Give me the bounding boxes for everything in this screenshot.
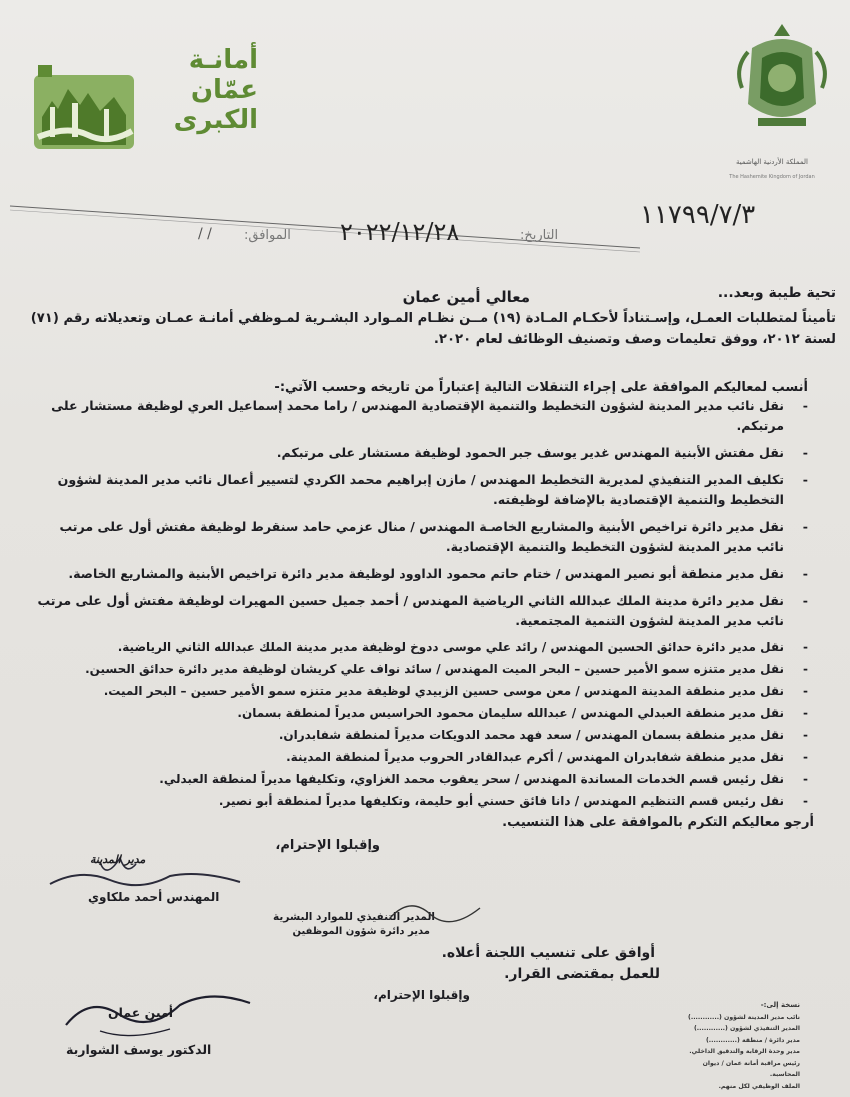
intro-paragraph: تأميناً لمتطلبات العمـل، وإسـتناداً لأحكـام المـادة (١٩) مــن نظـام المـوارد البشـرية لمـوظفي أمانـة عمـان وتعديلاته رقم (٧١) لسنة ٢٠١٢، ووفق تعليمات وصف وتصنيف الوظائف لعام ٢٠٢٠.: [30, 311, 836, 347]
city-manager-name: المهندس أحمد ملكاوي: [88, 890, 220, 904]
copies-list: [680, 1000, 800, 1092]
greeting: تحية طيبة وبعد...: [717, 285, 836, 301]
corresponding-date-value: / /: [198, 226, 212, 242]
copy-recipient: المدير التنفيذي لشؤون (............): [693, 1025, 800, 1032]
list-item: - نقل مدير منطقة المدينة المهندس / معن موسى حسين الزبيدي لوظيفة مدير متنزه سمو الأمير حسين – البحر الميت.: [28, 682, 836, 701]
list-item: - نقل مدير دائرة مدينة الملك عبدالله الثاني الرياضية المهندس / أحمد جميل حسين المهيرات لوظيفة مفتش أول على مرتب نائب مدير المدينة لشؤون التنمية المجتمعية.: [28, 591, 836, 631]
jordan-crest: [729, 18, 832, 180]
mayor-name: الدكتور يوسف الشواربة: [66, 1042, 212, 1057]
copy-recipient: رئيس مراقبة أمانة عمان / ديوان المحاسبة.: [702, 1059, 800, 1078]
corresponding-date-label: الموافق:: [244, 228, 291, 243]
copy-recipient: مدير وحدة الرقابة والتدقيق الداخلي.: [689, 1048, 800, 1055]
list-item: - نقل مدير منطقة بسمان المهندس / سعد فهد محمد الدويكات مديراً لمنطقة شفابدران.: [28, 726, 836, 745]
list-item: - تكليف المدير التنفيذي لمديرية التخطيط المهندس / مازن إبراهيم محمد الكردي لتسيير أعمال نائب مدير المدينة لشؤون التخطيط والتنمية الإقتصادية بالإضافة لوظيفته.: [28, 470, 836, 510]
copies-heading: نسخة إلى:-: [760, 1001, 800, 1009]
list-item: - نقل رئيس قسم الخدمات المساندة المهندس / سحر يعقوب محمد الغزاوي، وتكليفها مديراً لمنطقة العبدلي.: [28, 770, 836, 789]
list-item: - نقل مفتش الأبنية المهندس غدير يوسف جبر الحمود لوظيفة مستشار على مرتبكم.: [28, 443, 836, 463]
amman-emblem-icon: [28, 57, 140, 152]
list-item: - نقل مدير متنزه سمو الأمير حسين – البحر الميت المهندس / سائد نواف علي كريشان لوظيفة مدير دائرة حدائق الحسين.: [28, 660, 836, 679]
approval-respect: وإقبلوا الإحترام،: [373, 988, 470, 1002]
mayor-title: أمين عمان: [108, 1005, 174, 1020]
crest-caption: المملكة الأردنية الهاشمية: [735, 158, 809, 166]
copy-recipient: نائب مدير المدينة لشؤون (............): [688, 1013, 800, 1021]
closing-respect: وإقبلوا الإحترام،: [275, 838, 380, 853]
date-value: ٢٠٢٢/١٢/٢٨: [340, 218, 460, 246]
date-label: التاريخ:: [520, 228, 559, 243]
reference-number: ١١٧٩٩/٧/٣: [640, 200, 756, 230]
coat-of-arms-icon: [732, 18, 832, 138]
approval-line-1: أوافق على تنسيب اللجنة أعلاه.: [441, 945, 655, 961]
hr-director-signature: [380, 890, 500, 930]
approval-line-2: للعمل بمقتضى القرار.: [504, 966, 660, 982]
copy-recipient: الملف الوظيفي لكل منهم.: [718, 1082, 800, 1090]
crest-subcaption: The Hashemite Kingdom of Jordan: [729, 174, 815, 180]
personnel-director-title: مدير دائرة شؤون الموظفين: [292, 926, 430, 937]
list-item: - نقل رئيس قسم التنظيم المهندس / دانا فائق حسني أبو حليمة، وتكليفها مديراً لمنطقة أبو نصير.: [28, 792, 836, 811]
amman-logo-text: أمانـة عمّان الكبرى: [173, 45, 258, 135]
city-manager-title: مدير المدينة: [90, 853, 146, 866]
transfer-list: [28, 396, 836, 814]
list-item: - نقل مدير منطقة أبو نصير المهندس / ختام حاتم محمود الداوود لوظيفة مدير دائرة تراخيص الأبنية والمشاريع الخاصة.: [28, 564, 836, 584]
list-item: - نقل نائب مدير المدينة لشؤون التخطيط والتنمية الإقتصادية المهندس / راما محمد إسماعيل العري لوظيفة مستشار على مرتبكم.: [28, 396, 836, 436]
list-item: - نقل مدير منطقة العبدلي المهندس / عبدالله سليمان محمود الحراسيس مديراً لمنطقة بسمان.: [28, 704, 836, 723]
list-item: - نقل مدير دائرة حدائق الحسين المهندس / رائد علي موسى ددوخ لوظيفة مدير مدينة الملك عبدالله الثاني الرياضية.: [28, 638, 836, 657]
lead-sentence: أنسب لمعاليكم الموافقة على إجراء التنقلات التالية إعتباراً من تاريخه وحسب الآتي:-: [274, 380, 808, 395]
addressee: معالي أمين عمان: [402, 288, 530, 306]
amman-municipality-logo: [28, 45, 258, 155]
list-item: - نقل مدير منطقة شفابدران المهندس / أكرم عبدالقادر الحروب مديراً لمنطقة المدينة.: [28, 748, 836, 767]
copy-recipient: مدير دائرة / منطقة (............): [705, 1036, 800, 1044]
list-item: - نقل مدير دائرة تراخيص الأبنية والمشاريع الخاصـة المهندس / منال عزمي حامد سنقرط لوظيفة مفتش أول على مرتب نائب مدير المدينة لشؤون التخطيط والتنمية الإقتصادية.: [28, 517, 836, 557]
hr-director-title: المدير التنفيذي للموارد البشرية: [273, 911, 435, 923]
closing-request: أرجو معاليكم التكرم بالموافقة على هذا التنسيب.: [502, 815, 814, 830]
